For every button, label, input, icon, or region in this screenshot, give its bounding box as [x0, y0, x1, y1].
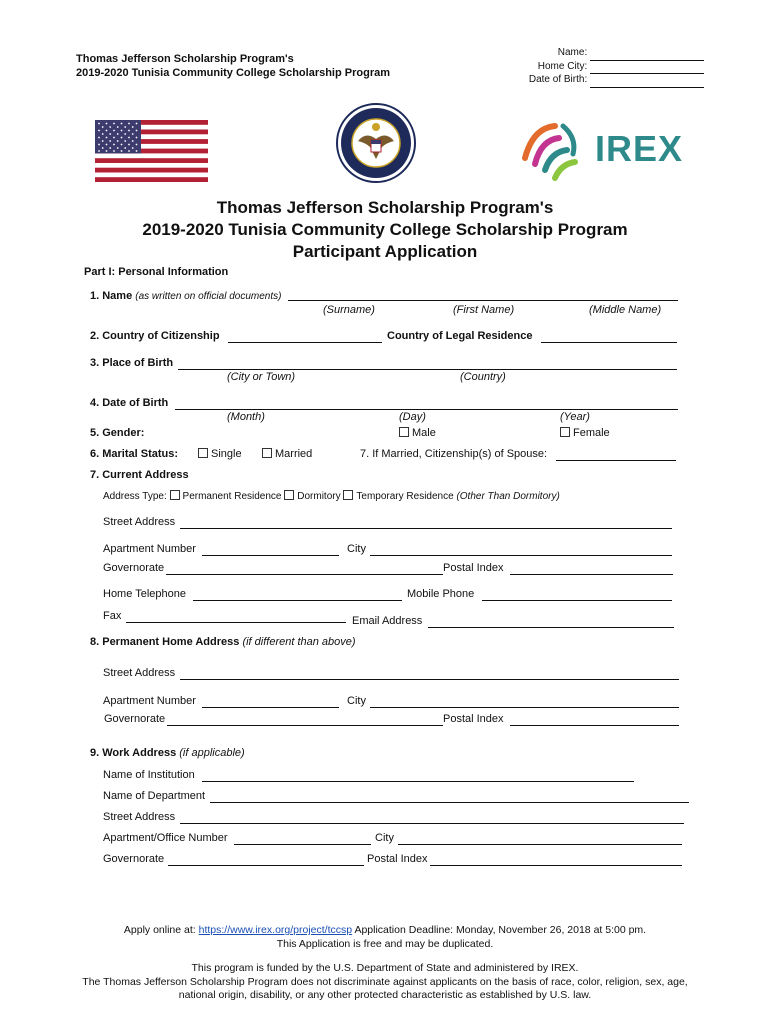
gender-female-option[interactable] — [560, 427, 610, 439]
marital-label: 6. Marital Status: — [90, 448, 179, 460]
work-address-heading — [90, 747, 245, 759]
current-address-label: 7. Current Address — [90, 469, 189, 481]
header-program — [76, 52, 390, 80]
mobile-phone-label: Mobile Phone — [407, 588, 475, 600]
male-label: Male — [412, 427, 436, 439]
nondiscrimination-line2: national origin, disability, or any other protected characteristic as established by U.S. law. — [178, 989, 592, 1001]
dob-field[interactable] — [175, 409, 678, 410]
residence-field[interactable] — [541, 342, 677, 343]
office-number-label: Apartment/Office Number — [103, 832, 228, 844]
current-street-field[interactable] — [180, 528, 672, 529]
address-type-row — [103, 490, 560, 502]
fax-label: Fax — [103, 610, 122, 622]
department-label: Name of Department — [103, 790, 206, 802]
header-dob-label: Date of Birth: — [528, 74, 588, 85]
permanent-postal-label: Postal Index — [443, 713, 504, 725]
current-street-label: Street Address — [103, 516, 176, 528]
permanent-governorate-label: Governorate — [104, 713, 166, 725]
residence-label: Country of Legal Residence — [387, 330, 533, 342]
irex-mark-icon — [515, 118, 590, 183]
work-governorate-field[interactable] — [168, 865, 364, 866]
other-than-dorm-note: (Other Than Dormitory) — [456, 491, 560, 502]
permanent-address-heading — [90, 636, 356, 648]
header-city-field[interactable] — [590, 61, 704, 75]
office-number-field[interactable] — [234, 844, 371, 845]
apply-link[interactable]: https://www.irex.org/project/tccsp — [198, 924, 353, 936]
permanent-city-label: City — [347, 695, 366, 707]
permanent-apartment-field[interactable] — [202, 707, 339, 708]
permanent-address-note: (if different than above) — [242, 636, 356, 648]
dob-label: 4. Date of Birth — [90, 397, 169, 409]
mobile-phone-field[interactable] — [482, 600, 672, 601]
footer-apply — [0, 924, 770, 951]
permanent-address-label: 8. Permanent Home Address — [90, 636, 240, 648]
us-flag-icon — [95, 120, 208, 182]
spouse-citizenship-label: 7. If Married, Citizenship(s) of Spouse: — [360, 448, 548, 460]
name-label-group — [90, 290, 281, 302]
header-applicant-info — [520, 47, 704, 88]
single-label: Single — [211, 448, 242, 460]
citizenship-field[interactable] — [228, 342, 382, 343]
work-postal-label: Postal Index — [367, 853, 428, 865]
permanent-street-label: Street Address — [103, 667, 176, 679]
current-apartment-label: Apartment Number — [103, 543, 196, 555]
funding-text: This program is funded by the U.S. Department of State and administered by IREX. — [191, 962, 579, 974]
dormitory-checkbox[interactable] — [284, 490, 294, 500]
marital-single-option[interactable] — [198, 448, 242, 460]
first-name-caption: (First Name) — [453, 304, 515, 316]
permanent-apartment-label: Apartment Number — [103, 695, 196, 707]
header-name-label: Name: — [557, 47, 588, 58]
permanent-governorate-field[interactable] — [167, 725, 443, 726]
permanent-residence-label: Permanent Residence — [182, 491, 282, 502]
header-dob-field[interactable] — [590, 74, 704, 88]
email-field[interactable] — [428, 627, 674, 628]
middle-name-caption: (Middle Name) — [589, 304, 662, 316]
year-caption: (Year) — [560, 411, 590, 423]
email-label: Email Address — [352, 615, 423, 627]
birthplace-label: 3. Place of Birth — [90, 357, 174, 369]
header-name-field[interactable] — [590, 47, 704, 61]
nondiscrimination-line1: The Thomas Jefferson Scholarship Program does not discriminate against applicants on the basis of race, color, religion, sex, age, — [82, 975, 688, 988]
page-title — [0, 197, 770, 263]
surname-caption: (Surname) — [323, 304, 375, 316]
irex-wordmark: IREX — [595, 128, 684, 169]
female-checkbox[interactable] — [560, 427, 570, 437]
address-type-label: Address Type: — [103, 491, 167, 502]
single-checkbox[interactable] — [198, 448, 208, 458]
female-label: Female — [573, 427, 610, 439]
work-postal-field[interactable] — [430, 865, 682, 866]
country-caption: (Country) — [460, 371, 506, 383]
current-city-field[interactable] — [370, 555, 672, 556]
current-postal-field[interactable] — [510, 574, 673, 575]
current-apartment-field[interactable] — [202, 555, 339, 556]
state-department-seal-icon — [336, 103, 416, 183]
work-address-note: (if applicable) — [179, 747, 245, 759]
gender-male-option[interactable] — [399, 427, 436, 439]
permanent-city-field[interactable] — [370, 707, 679, 708]
header-program-line1: Thomas Jefferson Scholarship Program's — [76, 53, 294, 65]
citizenship-label: 2. Country of Citizenship — [90, 330, 220, 342]
title-line2: 2019-2020 Tunisia Community College Scholarship Program — [142, 220, 628, 239]
dormitory-label: Dormitory — [297, 491, 341, 502]
current-governorate-label: Governorate — [103, 562, 165, 574]
city-town-caption: (City or Town) — [227, 371, 296, 383]
home-telephone-field[interactable] — [193, 600, 402, 601]
work-street-label: Street Address — [103, 811, 176, 823]
work-address-label: 9. Work Address — [90, 747, 177, 759]
title-line3: Participant Application — [292, 242, 478, 261]
married-checkbox[interactable] — [262, 448, 272, 458]
title-line1: Thomas Jefferson Scholarship Program's — [216, 198, 554, 217]
name-field[interactable] — [288, 300, 678, 301]
apply-prefix: Apply online at: — [123, 924, 196, 936]
permanent-street-field[interactable] — [180, 679, 679, 680]
current-city-label: City — [347, 543, 366, 555]
footer-disclaimer — [0, 962, 770, 1003]
work-street-field[interactable] — [180, 823, 684, 824]
permanent-postal-field[interactable] — [510, 725, 679, 726]
header-program-line2: 2019-2020 Tunisia Community College Scholarship Program — [76, 67, 390, 79]
free-text: This Application is free and may be duplicated. — [276, 937, 494, 950]
header-city-label: Home City: — [537, 60, 588, 72]
birthplace-field[interactable] — [178, 369, 677, 370]
department-field[interactable] — [210, 802, 689, 803]
part1-heading: Part I: Personal Information — [84, 266, 229, 278]
current-postal-label: Postal Index — [443, 562, 504, 574]
deadline-text: Application Deadline: Monday, November 26, 2018 at 5:00 pm. — [354, 924, 647, 936]
name-note: (as written on official documents) — [135, 291, 282, 302]
home-telephone-label: Home Telephone — [103, 588, 186, 600]
institution-label: Name of Institution — [103, 769, 195, 781]
current-governorate-field[interactable] — [166, 574, 443, 575]
work-city-field[interactable] — [398, 844, 682, 845]
fax-field[interactable] — [126, 622, 346, 623]
work-governorate-label: Governorate — [103, 853, 165, 865]
male-checkbox[interactable] — [399, 427, 409, 437]
month-caption: (Month) — [227, 411, 265, 423]
permanent-residence-checkbox[interactable] — [170, 490, 180, 500]
day-caption: (Day) — [399, 411, 426, 423]
work-city-label: City — [375, 832, 394, 844]
temporary-residence-checkbox[interactable] — [343, 490, 353, 500]
temporary-residence-label: Temporary Residence — [356, 491, 454, 502]
institution-field[interactable] — [202, 781, 634, 782]
gender-label: 5. Gender: — [90, 427, 145, 439]
marital-married-option[interactable] — [262, 448, 312, 460]
spouse-citizenship-field[interactable] — [556, 460, 676, 461]
name-label: 1. Name — [90, 290, 133, 302]
married-label: Married — [275, 448, 313, 460]
